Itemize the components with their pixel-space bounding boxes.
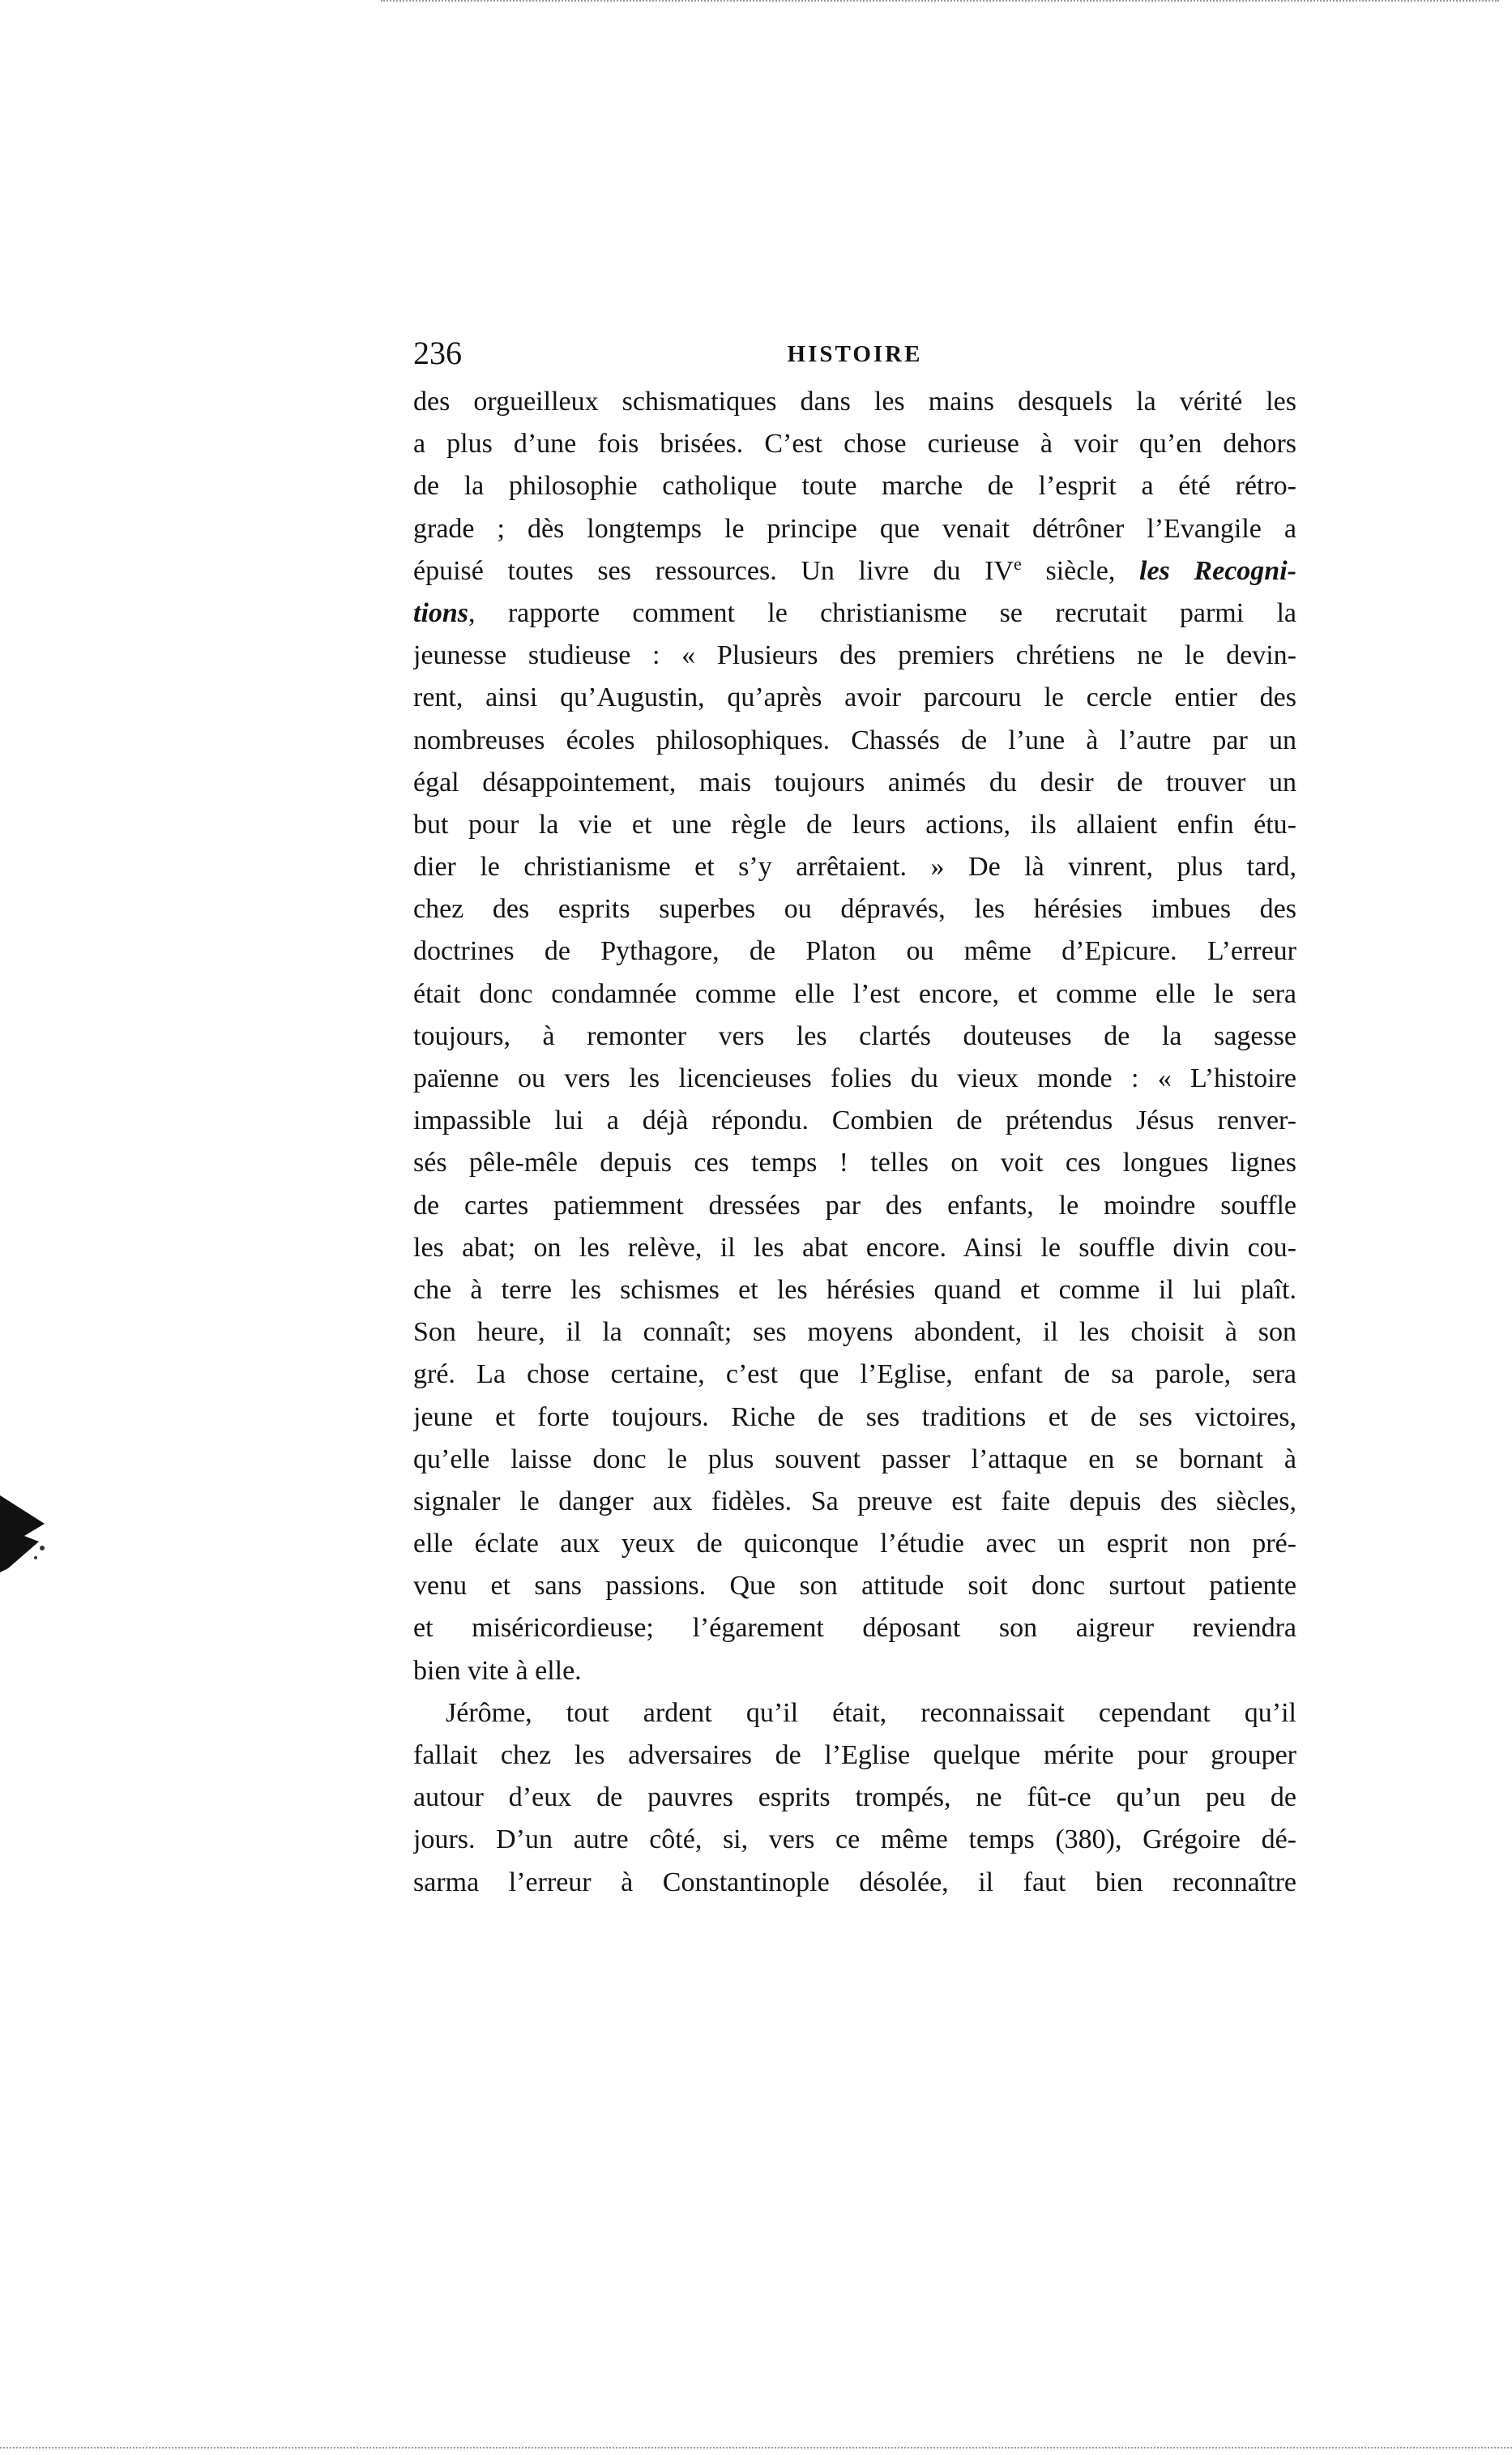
text-line: chez des esprits superbes ou dépravés, les hérésies imbues des — [413, 894, 1296, 925]
text-line: nombreuses écoles philosophiques. Chassés de l’une à l’autre par un — [413, 725, 1296, 755]
text-fragment: , rapporte comment le christianisme se recrutait parmi la — [468, 597, 1296, 628]
italic-title: les Recogni- — [1139, 555, 1296, 586]
paragraph-end-line: bien vite à elle. — [413, 1655, 582, 1686]
page-header — [413, 331, 1296, 376]
text-line: impassible lui a déjà répondu. Combien de prétendus Jésus renver- — [413, 1106, 1296, 1136]
text-line: des orgueilleux schismatiques dans les mains desquels la vérité les — [413, 387, 1296, 417]
scan-top-edge — [381, 0, 1499, 5]
superscript: e — [1014, 553, 1022, 574]
text-line: venu et sans passions. Que son attitude soit donc surtout patiente — [413, 1571, 1296, 1602]
text-line: jeunesse studieuse : « Plusieurs des premiers chrétiens ne le devin- — [413, 640, 1296, 671]
running-title: HISTOIRE — [787, 341, 923, 367]
text-line: fallait chez les adversaires de l’Eglise quelque mérite pour grouper — [413, 1740, 1296, 1770]
text-fragment: siècle, — [1021, 555, 1140, 586]
text-line: était donc condamnée comme elle l’est encore, et comme elle le sera — [413, 978, 1296, 1009]
body-text — [413, 381, 1296, 1904]
paragraph-start-line: Jérôme, tout ardent qu’il était, reconnaissait cependant qu’il — [446, 1697, 1296, 1728]
text-line: de cartes patiemment dressées par des enfants, le moindre souffle — [413, 1190, 1296, 1221]
text-line: sés pêle-mêle depuis ces temps ! telles on voit ces longues lignes — [413, 1148, 1296, 1178]
text-line: a plus d’une fois brisées. C’est chose curieuse à voir qu’en dehors — [413, 429, 1296, 460]
text-line: dier le christianisme et s’y arrêtaient. » De là vinrent, plus tard, — [413, 852, 1296, 883]
text-line: che à terre les schismes et les hérésies quand et comme il lui plaît. — [413, 1274, 1296, 1305]
italic-title: tions — [413, 597, 469, 628]
text-line: jours. D’un autre côté, si, vers ce même temps (380), Grégoire dé- — [413, 1824, 1296, 1855]
page-number: 236 — [413, 335, 462, 371]
text-line-with-italic — [413, 592, 1296, 635]
text-line: païenne ou vers les licencieuses folies du vieux monde : « L’histoire — [413, 1063, 1296, 1093]
text-line: toujours, à remonter vers les clartés douteuses de la sagesse — [413, 1020, 1296, 1051]
text-line: rent, ainsi qu’Augustin, qu’après avoir parcouru le cercle entier des — [413, 682, 1296, 713]
text-line: sarma l’erreur à Constantinople désolée, il faut bien reconnaître — [413, 1867, 1296, 1897]
scan-edge-mark-icon — [0, 1491, 49, 1605]
text-line: qu’elle laisse donc le plus souvent passer l’attaque en se bornant à — [413, 1443, 1296, 1474]
text-fragment: épuisé toutes ses ressources. Un livre du IV — [413, 555, 1014, 586]
text-line: égal désappointement, mais toujours animés du desir de trouver un — [413, 767, 1296, 798]
text-line: jeune et forte toujours. Riche de ses traditions et de ses victoires, — [413, 1401, 1296, 1432]
text-line: et miséricordieuse; l’égarement déposant son aigreur reviendra — [413, 1613, 1296, 1644]
text-line: grade ; dès longtemps le principe que venait détrôner l’Evangile a — [413, 513, 1296, 544]
text-line-with-superscript — [413, 550, 1296, 592]
text-line: les abat; on les relève, il les abat encore. Ainsi le souffle divin cou- — [413, 1232, 1296, 1263]
text-line: de la philosophie catholique toute marche de l’esprit a été rétro- — [413, 471, 1296, 502]
text-line: signaler le danger aux fidèles. Sa preuve est faite depuis des siècles, — [413, 1486, 1296, 1516]
scan-bottom-edge — [0, 2447, 1512, 2452]
text-line: Son heure, il la connaît; ses moyens abondent, il les choisit à son — [413, 1317, 1296, 1348]
text-line: doctrines de Pythagore, de Platon ou même d’Epicure. L’erreur — [413, 936, 1296, 967]
text-line: autour d’eux de pauvres esprits trompés, ne fût-ce qu’un peu de — [413, 1782, 1296, 1813]
text-line: but pour la vie et une règle de leurs actions, ils allaient enfin étu- — [413, 809, 1296, 840]
text-line: elle éclate aux yeux de quiconque l’étudie avec un esprit non pré- — [413, 1529, 1296, 1559]
text-line: gré. La chose certaine, c’est que l’Eglise, enfant de sa parole, sera — [413, 1359, 1296, 1390]
